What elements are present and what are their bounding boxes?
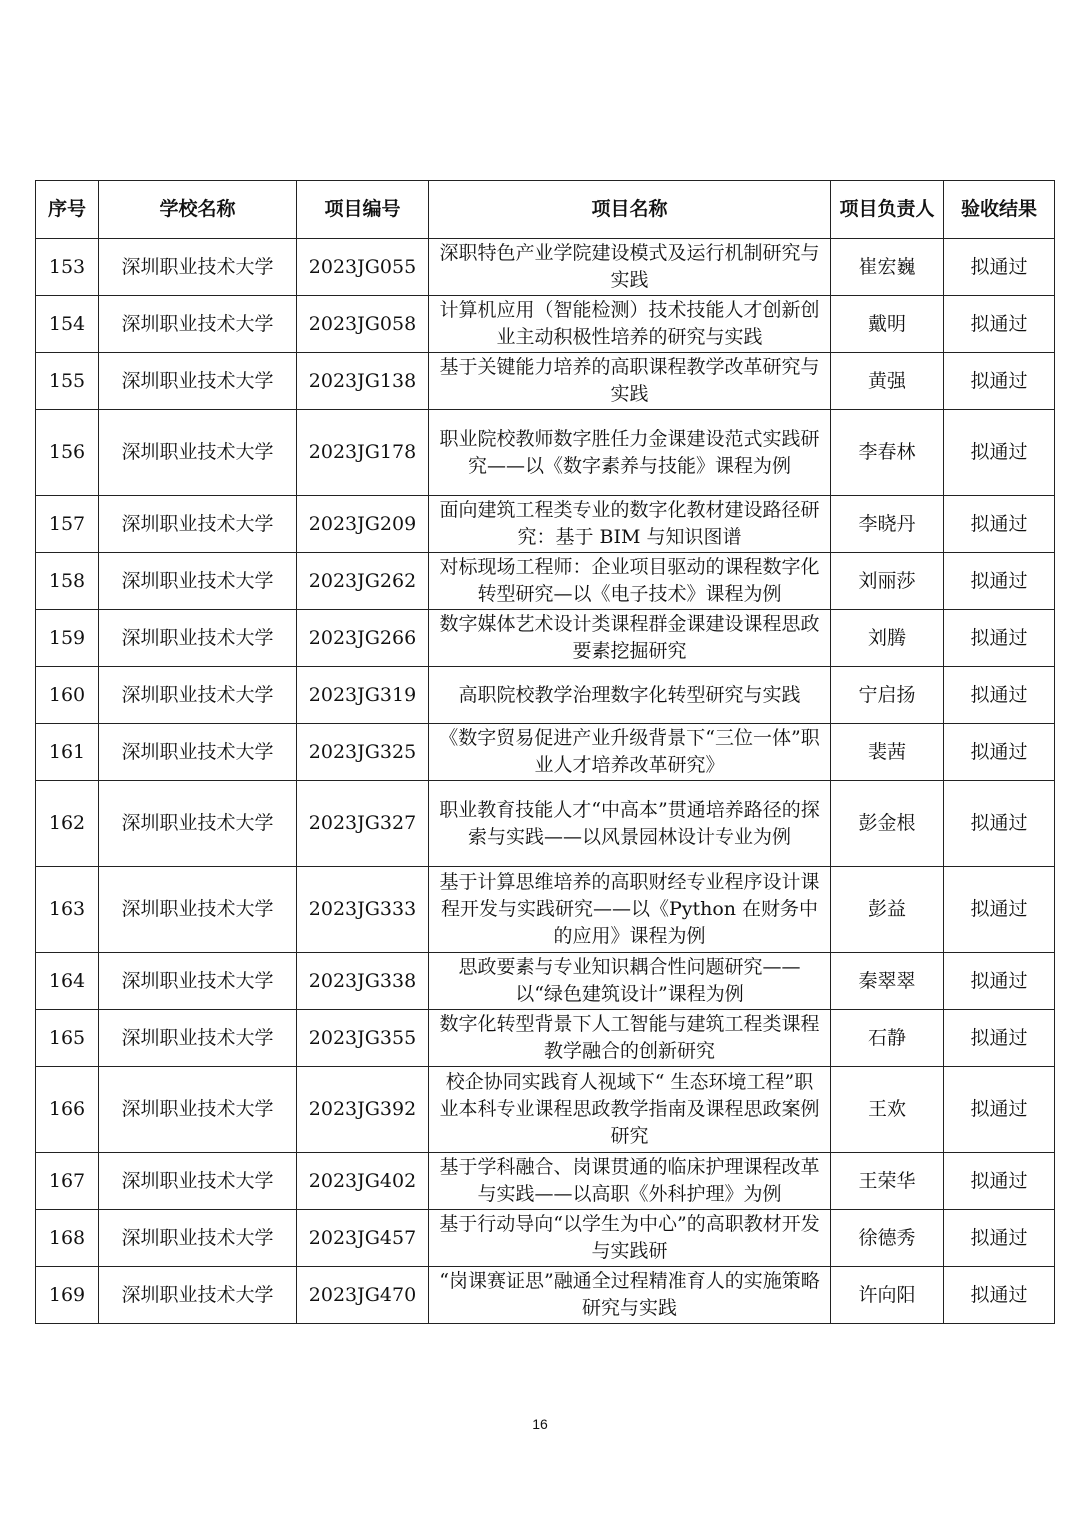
row-project-leader: 刘腾 — [831, 610, 944, 667]
table-header-row — [36, 181, 1055, 239]
row-index: 159 — [36, 610, 99, 667]
row-school: 深圳职业技术大学 — [99, 1153, 297, 1210]
row-index: 168 — [36, 1210, 99, 1267]
row-project-leader: 许向阳 — [831, 1267, 944, 1324]
table-row — [36, 724, 1055, 781]
table-row — [36, 667, 1055, 724]
row-index: 164 — [36, 953, 99, 1010]
row-acceptance-result: 拟通过 — [944, 610, 1055, 667]
row-school: 深圳职业技术大学 — [99, 1010, 297, 1067]
row-index: 169 — [36, 1267, 99, 1324]
header-project-title: 项目名称 — [429, 181, 831, 239]
row-index: 154 — [36, 296, 99, 353]
row-project-title: 《数字贸易促进产业升级背景下“三位一体”职业人才培养改革研究》 — [429, 724, 831, 781]
row-index: 167 — [36, 1153, 99, 1210]
table-row — [36, 867, 1055, 953]
row-project-code: 2023JG355 — [297, 1010, 429, 1067]
row-project-title: “岗课赛证思”融通全过程精准育人的实施策略研究与实践 — [429, 1267, 831, 1324]
row-project-leader: 李晓丹 — [831, 496, 944, 553]
row-project-title: 基于学科融合、岗课贯通的临床护理课程改革与实践——以高职《外科护理》为例 — [429, 1153, 831, 1210]
row-project-leader: 彭金根 — [831, 781, 944, 867]
table-row — [36, 1067, 1055, 1153]
row-project-title: 数字媒体艺术设计类课程群金课建设课程思政要素挖掘研究 — [429, 610, 831, 667]
table-row — [36, 1010, 1055, 1067]
row-index: 163 — [36, 867, 99, 953]
page-number: 16 — [532, 1416, 548, 1432]
row-project-code: 2023JG058 — [297, 296, 429, 353]
row-project-leader: 秦翠翠 — [831, 953, 944, 1010]
row-school: 深圳职业技术大学 — [99, 724, 297, 781]
row-acceptance-result: 拟通过 — [944, 496, 1055, 553]
row-index: 161 — [36, 724, 99, 781]
row-index: 162 — [36, 781, 99, 867]
row-acceptance-result: 拟通过 — [944, 553, 1055, 610]
row-acceptance-result: 拟通过 — [944, 953, 1055, 1010]
row-school: 深圳职业技术大学 — [99, 1067, 297, 1153]
row-school: 深圳职业技术大学 — [99, 953, 297, 1010]
row-project-leader: 崔宏巍 — [831, 239, 944, 296]
row-school: 深圳职业技术大学 — [99, 781, 297, 867]
row-school: 深圳职业技术大学 — [99, 553, 297, 610]
row-project-title: 基于计算思维培养的高职财经专业程序设计课程开发与实践研究——以《Python 在财务中的应用》课程为例 — [429, 867, 831, 953]
row-index: 165 — [36, 1010, 99, 1067]
table-row — [36, 553, 1055, 610]
row-acceptance-result: 拟通过 — [944, 1067, 1055, 1153]
table-row — [36, 610, 1055, 667]
row-index: 158 — [36, 553, 99, 610]
row-acceptance-result: 拟通过 — [944, 1010, 1055, 1067]
row-project-code: 2023JG266 — [297, 610, 429, 667]
row-project-title: 基于行动导向“以学生为中心”的高职教材开发与实践研 — [429, 1210, 831, 1267]
table-row — [36, 1267, 1055, 1324]
row-index: 157 — [36, 496, 99, 553]
row-index: 160 — [36, 667, 99, 724]
header-project-leader: 项目负责人 — [831, 181, 944, 239]
row-project-code: 2023JG333 — [297, 867, 429, 953]
table-row — [36, 410, 1055, 496]
row-school: 深圳职业技术大学 — [99, 1210, 297, 1267]
row-school: 深圳职业技术大学 — [99, 610, 297, 667]
row-project-code: 2023JG338 — [297, 953, 429, 1010]
row-acceptance-result: 拟通过 — [944, 239, 1055, 296]
row-project-code: 2023JG178 — [297, 410, 429, 496]
row-project-title: 对标现场工程师：企业项目驱动的课程数字化转型研究—以《电子技术》课程为例 — [429, 553, 831, 610]
row-project-leader: 裴茜 — [831, 724, 944, 781]
row-project-leader: 戴明 — [831, 296, 944, 353]
row-acceptance-result: 拟通过 — [944, 1153, 1055, 1210]
row-project-code: 2023JG319 — [297, 667, 429, 724]
table-row — [36, 353, 1055, 410]
row-project-code: 2023JG457 — [297, 1210, 429, 1267]
row-project-title: 深职特色产业学院建设模式及运行机制研究与实践 — [429, 239, 831, 296]
row-project-code: 2023JG470 — [297, 1267, 429, 1324]
row-school: 深圳职业技术大学 — [99, 239, 297, 296]
table-row — [36, 496, 1055, 553]
row-school: 深圳职业技术大学 — [99, 667, 297, 724]
row-school: 深圳职业技术大学 — [99, 410, 297, 496]
row-project-title: 职业教育技能人才“中高本”贯通培养路径的探索与实践——以风景园林设计专业为例 — [429, 781, 831, 867]
row-acceptance-result: 拟通过 — [944, 353, 1055, 410]
table-row — [36, 781, 1055, 867]
table-row — [36, 296, 1055, 353]
row-acceptance-result: 拟通过 — [944, 781, 1055, 867]
row-project-code: 2023JG262 — [297, 553, 429, 610]
row-acceptance-result: 拟通过 — [944, 1267, 1055, 1324]
row-project-title: 面向建筑工程类专业的数字化教材建设路径研究：基于 BIM 与知识图谱 — [429, 496, 831, 553]
table-row — [36, 1210, 1055, 1267]
row-project-leader: 王荣华 — [831, 1153, 944, 1210]
row-acceptance-result: 拟通过 — [944, 724, 1055, 781]
row-index: 156 — [36, 410, 99, 496]
row-acceptance-result: 拟通过 — [944, 667, 1055, 724]
header-project-code: 项目编号 — [297, 181, 429, 239]
header-index: 序号 — [36, 181, 99, 239]
header-school: 学校名称 — [99, 181, 297, 239]
row-project-title: 校企协同实践育人视域下“ 生态环境工程”职业本科专业课程思政教学指南及课程思政案例研究 — [429, 1067, 831, 1153]
row-project-leader: 王欢 — [831, 1067, 944, 1153]
row-index: 166 — [36, 1067, 99, 1153]
row-project-title: 高职院校教学治理数字化转型研究与实践 — [429, 667, 831, 724]
row-index: 153 — [36, 239, 99, 296]
row-project-leader: 黄强 — [831, 353, 944, 410]
table-body — [36, 239, 1055, 1324]
row-project-title: 计算机应用（智能检测）技术技能人才创新创业主动积极性培养的研究与实践 — [429, 296, 831, 353]
header-acceptance-result: 验收结果 — [944, 181, 1055, 239]
row-project-code: 2023JG327 — [297, 781, 429, 867]
table-row — [36, 239, 1055, 296]
row-school: 深圳职业技术大学 — [99, 296, 297, 353]
table-row — [36, 953, 1055, 1010]
row-school: 深圳职业技术大学 — [99, 353, 297, 410]
row-school: 深圳职业技术大学 — [99, 496, 297, 553]
row-school: 深圳职业技术大学 — [99, 1267, 297, 1324]
row-project-leader: 徐德秀 — [831, 1210, 944, 1267]
row-project-leader: 彭益 — [831, 867, 944, 953]
row-project-code: 2023JG402 — [297, 1153, 429, 1210]
row-project-title: 数字化转型背景下人工智能与建筑工程类课程教学融合的创新研究 — [429, 1010, 831, 1067]
row-project-code: 2023JG325 — [297, 724, 429, 781]
row-acceptance-result: 拟通过 — [944, 410, 1055, 496]
row-acceptance-result: 拟通过 — [944, 296, 1055, 353]
row-project-title: 思政要素与专业知识耦合性问题研究——以“绿色建筑设计”课程为例 — [429, 953, 831, 1010]
row-project-leader: 石静 — [831, 1010, 944, 1067]
row-project-title: 职业院校教师数字胜任力金课建设范式实践研究——以《数字素养与技能》课程为例 — [429, 410, 831, 496]
row-project-code: 2023JG138 — [297, 353, 429, 410]
row-project-leader: 刘丽莎 — [831, 553, 944, 610]
project-acceptance-table — [35, 180, 1055, 1324]
row-index: 155 — [36, 353, 99, 410]
row-project-leader: 宁启扬 — [831, 667, 944, 724]
row-acceptance-result: 拟通过 — [944, 1210, 1055, 1267]
row-acceptance-result: 拟通过 — [944, 867, 1055, 953]
table-row — [36, 1153, 1055, 1210]
row-project-code: 2023JG392 — [297, 1067, 429, 1153]
row-project-code: 2023JG055 — [297, 239, 429, 296]
row-project-title: 基于关键能力培养的高职课程教学改革研究与实践 — [429, 353, 831, 410]
row-school: 深圳职业技术大学 — [99, 867, 297, 953]
row-project-code: 2023JG209 — [297, 496, 429, 553]
row-project-leader: 李春林 — [831, 410, 944, 496]
